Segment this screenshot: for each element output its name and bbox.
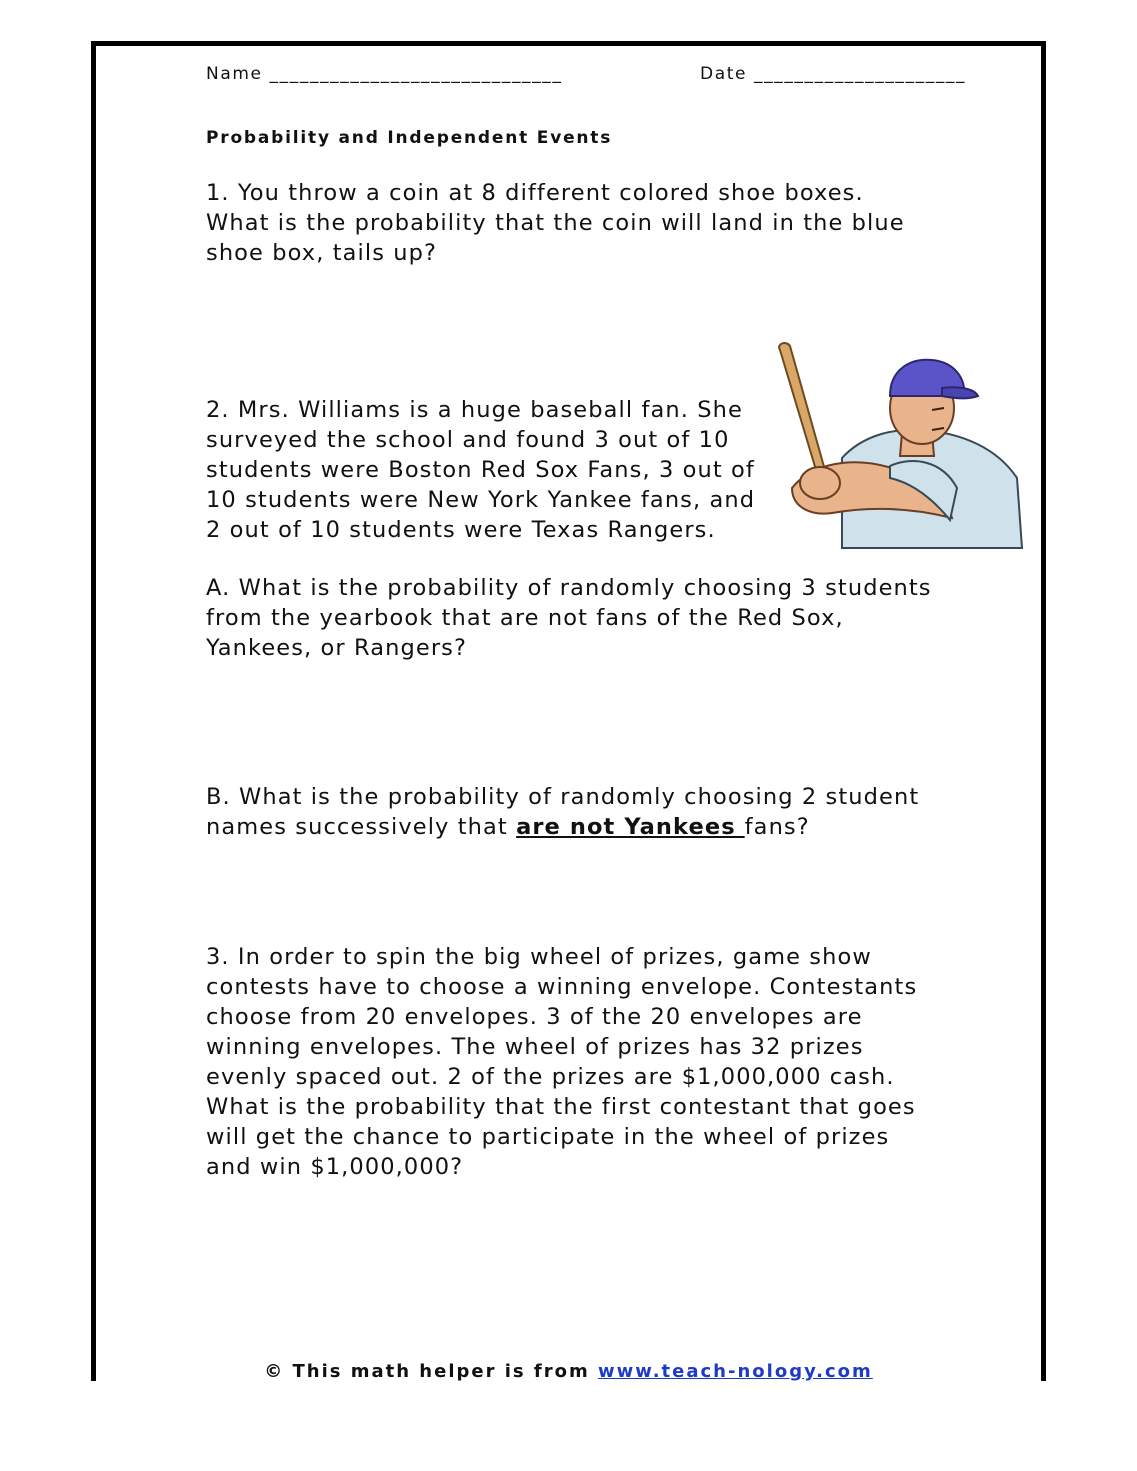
- question-2b-line: B. What is the probability of randomly choosing 2 student: [206, 784, 920, 810]
- question-2-line: 2. Mrs. Williams is a huge baseball fan. She: [206, 397, 743, 423]
- question-2a-line: A. What is the probability of randomly choosing 3 students: [206, 575, 932, 601]
- name-field-label: Name _____________________________: [206, 64, 563, 84]
- question-2-line: students were Boston Red Sox Fans, 3 out of: [206, 457, 755, 483]
- worksheet-title: Probability and Independent Events: [206, 128, 613, 148]
- question-2b-text: names successively that: [206, 814, 517, 840]
- question-2a-line: from the yearbook that are not fans of the Red Sox,: [206, 605, 844, 631]
- question-3-line: will get the chance to participate in the wheel of prizes: [206, 1124, 890, 1150]
- question-2-line: 2 out of 10 students were Texas Rangers.: [206, 517, 716, 543]
- question-1-line: What is the probability that the coin will land in the blue: [206, 210, 905, 236]
- emphasis-not-yankees: are not Yankees: [516, 814, 745, 840]
- question-2b-line: [206, 812, 919, 842]
- question-3-line: 3. In order to spin the big wheel of prizes, game show: [206, 944, 872, 970]
- footer-credit: [0, 1361, 1137, 1382]
- question-1-line: 1. You throw a coin at 8 different colored shoe boxes.: [206, 180, 864, 206]
- question-2b: [206, 782, 919, 842]
- question-3: [206, 942, 917, 1182]
- footer-text: © This math helper is from: [264, 1361, 598, 1382]
- question-1: [206, 178, 905, 268]
- baseball-player-image: [772, 338, 1027, 553]
- question-3-line: evenly spaced out. 2 of the prizes are $1,000,000 cash.: [206, 1064, 895, 1090]
- question-2: [206, 395, 755, 545]
- question-3-line: winning envelopes. The wheel of prizes has 32 prizes: [206, 1034, 864, 1060]
- question-3-line: and win $1,000,000?: [206, 1154, 464, 1180]
- question-3-line: contests have to choose a winning envelope. Contestants: [206, 974, 918, 1000]
- question-2-line: 10 students were New York Yankee fans, and: [206, 487, 756, 513]
- question-2a-line: Yankees, or Rangers?: [206, 635, 468, 661]
- question-2b-text: fans?: [744, 814, 810, 840]
- question-3-line: choose from 20 envelopes. 3 of the 20 envelopes are: [206, 1004, 863, 1030]
- question-2a: [206, 573, 932, 663]
- question-1-line: shoe box, tails up?: [206, 240, 438, 266]
- question-2-line: surveyed the school and found 3 out of 10: [206, 427, 730, 453]
- date-field-label: Date _____________________: [700, 64, 967, 84]
- question-3-line: What is the probability that the first contestant that goes: [206, 1094, 916, 1120]
- footer-link[interactable]: www.teach-nology.com: [597, 1361, 873, 1382]
